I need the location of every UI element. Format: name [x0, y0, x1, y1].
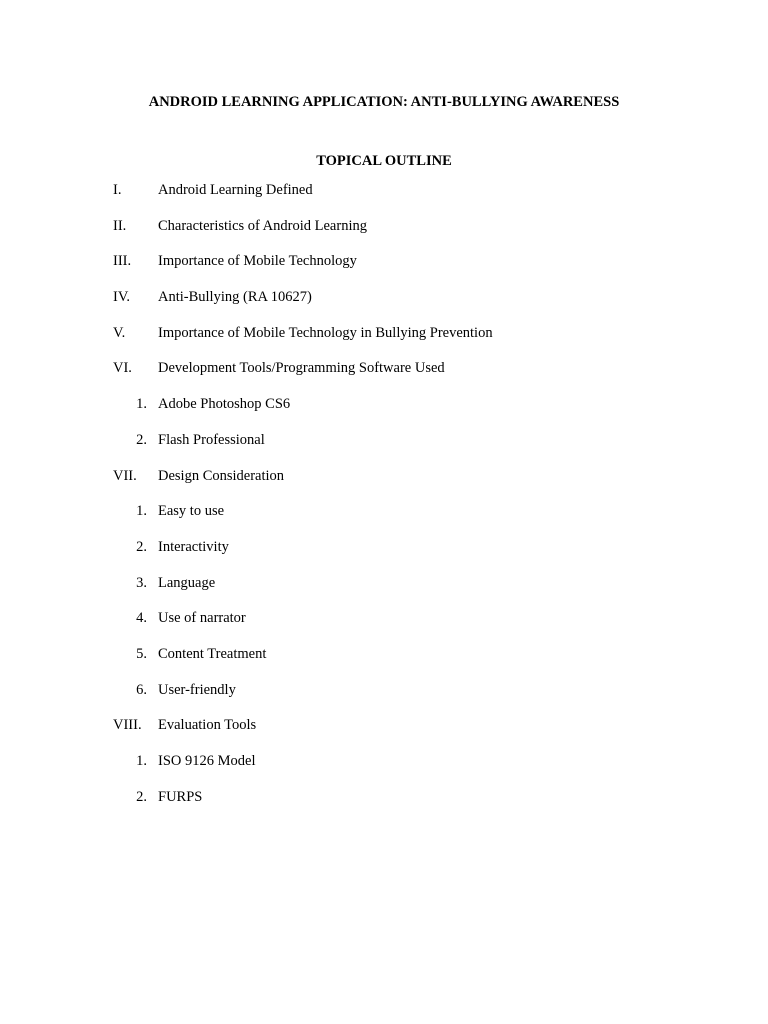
outline-number: 3. — [136, 574, 147, 591]
outline-subitem — [0, 788, 768, 824]
outline-number: 4. — [136, 610, 147, 627]
outline-item — [0, 716, 768, 752]
outline-text: Flash Professional — [158, 431, 265, 448]
outline-subitem — [0, 645, 768, 681]
outline-subitem — [0, 681, 768, 717]
outline-subitem — [0, 395, 768, 431]
outline-subitem — [0, 609, 768, 645]
outline-text: Android Learning Defined — [158, 182, 313, 198]
outline-number: VI. — [113, 360, 132, 377]
outline-number: 5. — [136, 645, 147, 662]
outline-subitem — [0, 502, 768, 538]
outline-text: Characteristics of Android Learning — [158, 217, 367, 234]
outline-number: IV. — [113, 289, 131, 306]
outline-number: 1. — [136, 503, 147, 520]
outline-number: 1. — [136, 753, 147, 769]
outline-number: 6. — [136, 681, 147, 698]
outline-text: Importance of Mobile Technology — [158, 253, 357, 270]
outline-text: Easy to use — [158, 503, 225, 520]
outline-text: ISO 9126 Model — [158, 753, 256, 769]
outline-item — [0, 359, 768, 395]
outline-item — [0, 288, 768, 324]
outline-text: Use of narrator — [158, 610, 246, 627]
document-title: ANDROID LEARNING APPLICATION: ANTI-BULLYING AWARENESS — [148, 94, 620, 110]
outline-item — [0, 467, 768, 503]
outline-text: Language — [158, 574, 216, 591]
outline-text: Interactivity — [158, 538, 229, 555]
outline-text: Anti-Bullying (RA 10627) — [158, 289, 312, 306]
outline-text: Evaluation Tools — [158, 717, 257, 734]
outline-text: FURPS — [158, 788, 203, 805]
outline-subitem — [0, 431, 768, 467]
outline-number: VII. — [113, 467, 137, 484]
outline-number: 2. — [136, 431, 147, 448]
outline-item — [0, 252, 768, 288]
outline-subitem — [0, 574, 768, 610]
outline-item — [0, 324, 768, 360]
outline-number: 2. — [136, 788, 147, 805]
topical-outline — [0, 181, 768, 823]
outline-number: V. — [113, 324, 126, 341]
outline-text: Importance of Mobile Technology in Bullying Prevention — [158, 324, 493, 341]
outline-number: 2. — [136, 538, 147, 555]
outline-item — [0, 217, 768, 253]
outline-number: 1. — [136, 396, 147, 413]
outline-subitem — [0, 538, 768, 574]
outline-number: VIII. — [113, 717, 142, 734]
outline-text: Design Consideration — [158, 467, 285, 484]
outline-text: User-friendly — [158, 681, 236, 698]
outline-number: II. — [113, 217, 127, 234]
outline-subitem — [0, 752, 768, 788]
outline-item — [0, 181, 768, 217]
outline-heading: TOPICAL OUTLINE — [316, 153, 452, 169]
outline-text: Adobe Photoshop CS6 — [158, 396, 291, 413]
outline-number: I. — [113, 182, 122, 198]
outline-text: Development Tools/Programming Software Used — [158, 360, 445, 377]
outline-text: Content Treatment — [158, 645, 267, 662]
outline-number: III. — [113, 253, 132, 270]
